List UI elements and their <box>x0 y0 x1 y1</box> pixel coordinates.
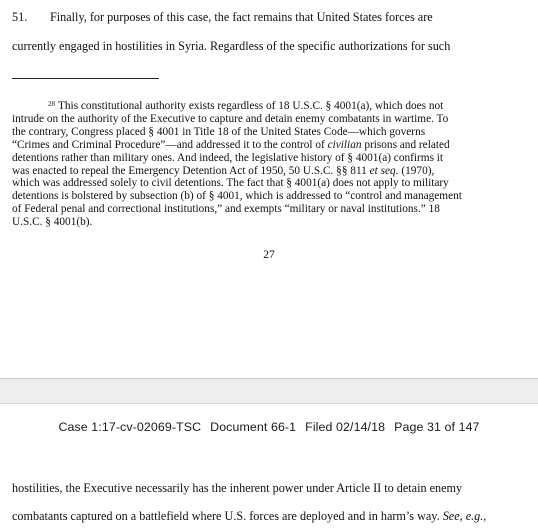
footnote-separator <box>12 78 159 79</box>
paragraph-51-line-1 <box>12 10 528 24</box>
footnote-line-4 <box>12 139 522 152</box>
paragraph-51-line-2: currently engaged in hostilities in Syria. Regardless of the specific authorizations for such <box>12 39 451 53</box>
case-header <box>0 420 538 434</box>
footnote-line-10: U.S.C. § 4001(b). <box>12 216 93 229</box>
page-separator <box>0 378 538 404</box>
footnote-italic-et-seq: et seq. <box>369 164 399 177</box>
page-31-line-1: hostilities, the Executive necessarily has the inherent power under Article II to detain enemy <box>12 481 463 495</box>
page-31-line-2 <box>12 509 528 523</box>
footnote-line-3: the contrary, Congress placed § 4001 in Title 18 of the United States Code—which governs <box>12 125 426 138</box>
filed-date: Filed 02/14/18 <box>305 420 386 434</box>
footnote-line-1 <box>12 98 522 113</box>
footnote-marker: 28 <box>48 100 55 108</box>
paragraph-51-text-1: Finally, for purposes of this case, the fact remains that United States forces are <box>50 10 433 24</box>
page-count: Page 31 of 147 <box>394 420 480 434</box>
footnote-text-1: This constitutional authority exists regardless of 18 U.S.C. § 4001(a), which does not <box>58 100 444 112</box>
citation-signal-see: See, e.g., <box>442 509 487 523</box>
footnote-28 <box>12 98 522 229</box>
footnote-line-2: intrude on the authority of the Executive to capture and detain enemy combatants in wartime. To <box>12 112 449 125</box>
page-number: 27 <box>263 249 275 261</box>
footnote-line-8: detentions is bolstered by subsection (b) of § 4001, which is addressed to “control and management <box>12 190 462 203</box>
paragraph-number: 51. <box>12 10 28 24</box>
footnote-text-4: “Crimes and Criminal Procedure”—and addressed it to the control of <box>12 138 328 151</box>
footnote-italic-civilian: civilian <box>327 138 362 151</box>
document-number: Document 66-1 <box>210 420 297 434</box>
footnote-text-4-tail: prisons and related <box>361 138 450 151</box>
footnote-line-6 <box>12 165 522 178</box>
footnote-line-9: of Federal penal and correctional institutions,” and exempts “military or naval institutions.” 18 <box>12 203 440 216</box>
footnote-text-6: was enacted to repeal the Emergency Detention Act of 1950, 50 U.S.C. §§ 811 <box>12 164 370 177</box>
page-31-text-2: combatants captured on a battlefield where U.S. forces are deployed and in harm’s way. <box>12 509 443 523</box>
footnote-line-7: which was addressed solely to civil detentions. The fact that § 4001(a) does not apply to military <box>12 177 449 190</box>
footnote-line-5: detentions rather than military ones. And indeed, the legislative history of § 4001(a) confirms it <box>12 151 444 164</box>
footnote-text-6-tail: (1970), <box>398 164 435 177</box>
case-number: Case 1:17-cv-02069-TSC <box>58 420 202 434</box>
